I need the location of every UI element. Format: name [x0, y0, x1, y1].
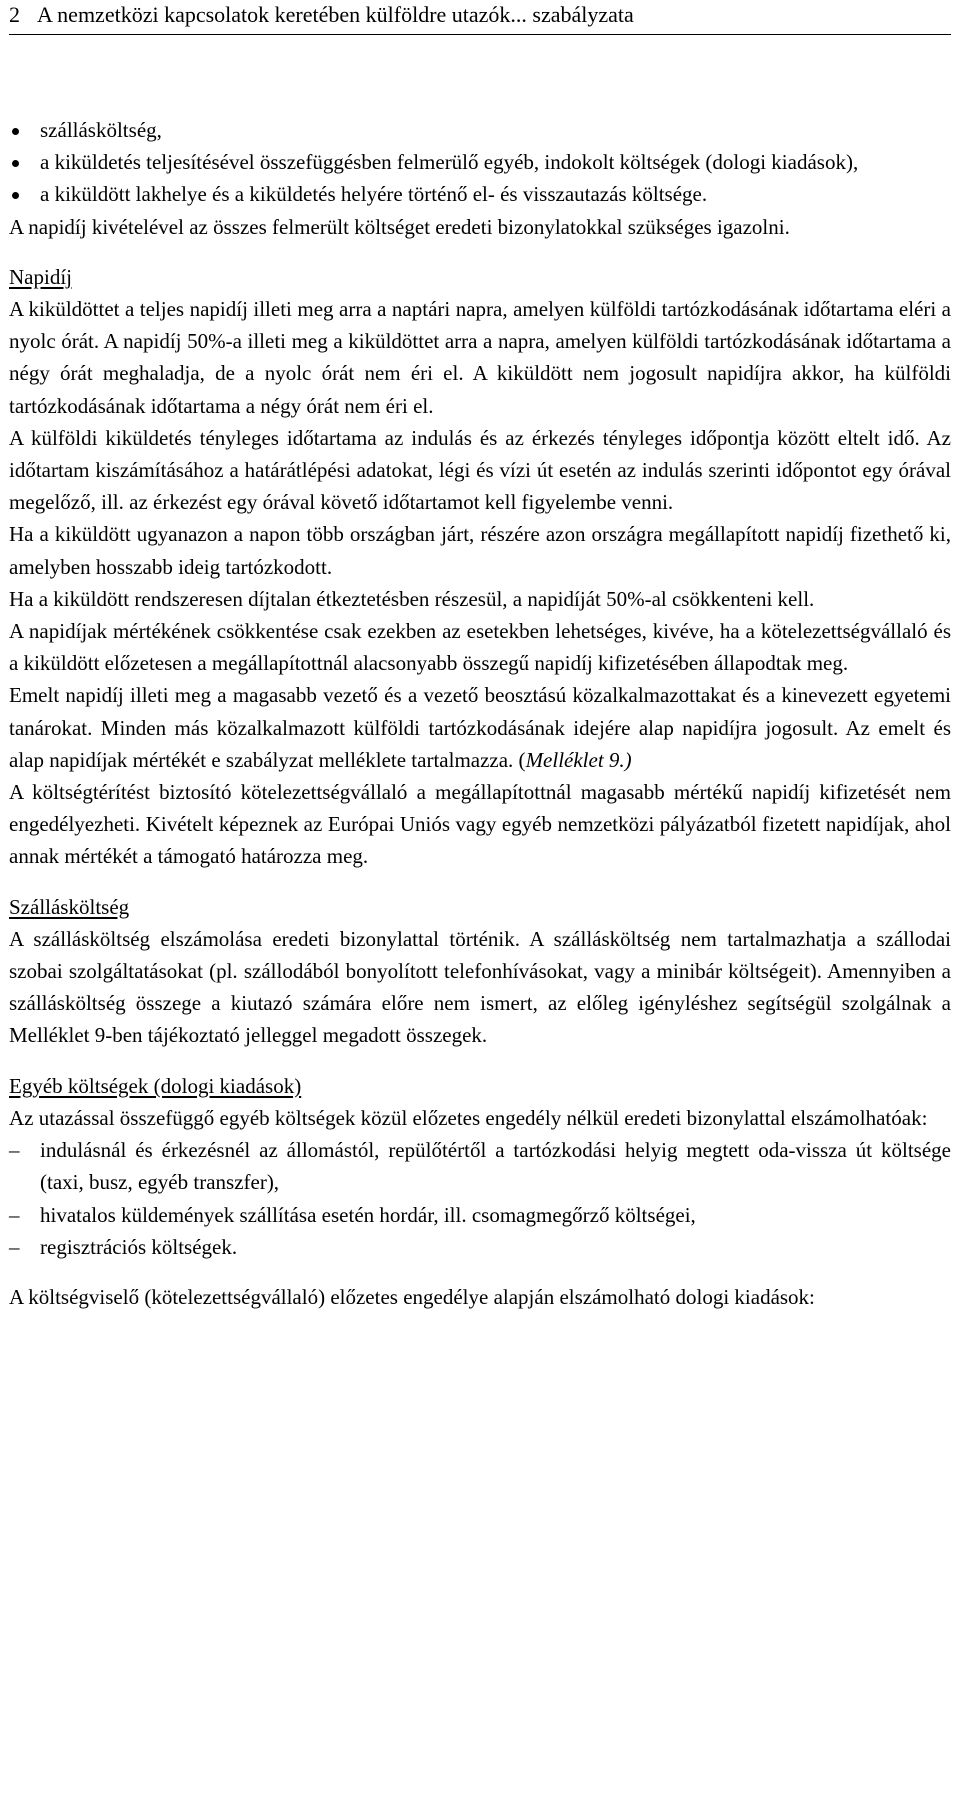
list-item: szállásköltség, — [9, 114, 951, 146]
paragraph: A napidíjak mértékének csökkentése csak ezekben az esetekben lehetséges, kivéve, ha a kötelezettségvállaló és a kiküldött előzetesen a megállapítottnál alacsonyabb összegű napidíj kifizetésében állapodtak meg. — [9, 619, 951, 676]
list-item: – regisztrációs költségek. — [9, 1231, 951, 1263]
paragraph-emelt-napidij — [9, 679, 951, 776]
section-heading-szallas: Szállásköltség — [9, 894, 130, 919]
header-title: A nemzetközi kapcsolatok keretében külföldre utazók... szabályzata — [37, 2, 634, 27]
paragraph: Ha a kiküldött rendszeresen díjtalan étkeztetésben részesül, a napidíját 50%-al csökkenteni kell. — [9, 586, 815, 611]
paragraph: A költségviselő (kötelezettségvállaló) előzetes engedélye alapján elszámolható dologi kiadások: — [9, 1284, 815, 1309]
paragraph: A költségtérítést biztosító kötelezettségvállaló a megállapítottnál magasabb mértékű napidíj kifizetését nem engedélyezheti. Kivételt képeznek az Európai Uniós vagy egyéb nemzetközi pályázatból fizetett napidíjak, ahol annak mértékét a támogató határozza meg. — [9, 780, 951, 869]
annex-reference: Melléklet 9.) — [525, 747, 632, 772]
allowed-costs-list — [9, 1134, 951, 1263]
intro-paragraph: A napidíj kivételével az összes felmerült költséget eredeti bizonylatokkal szükséges igazolni. — [9, 214, 790, 239]
section-heading-napidij: Napidíj — [9, 264, 72, 289]
list-item: – hivatalos küldemények szállítása esetén hordár, ill. csomagmegőrző költségei, — [9, 1199, 951, 1231]
emelt-text: Emelt napidíj illeti meg a magasabb vezető és a vezető beosztású közalkalmazottakat és a kinevezett egyetemi tanárokat. Minden más közalkalmazott külföldi tartózkodásának idejére alap napidíjra jogosult. Az emelt és alap napidíjak mértékét e szabályzat melléklete tartalmazza. ( — [9, 683, 951, 772]
list-item: a kiküldetés teljesítésével összefüggésben felmerülő egyéb, indokolt költségek (dologi kiadások), — [9, 146, 951, 178]
paragraph: A kiküldöttet a teljes napidíj illeti meg arra a naptári napra, amelyen külföldi tartózkodásának időtartama eléri a nyolc órát. A napidíj 50%-a illeti meg a kiküldöttet arra a napra, amelyen külföldi tartózkodásának időtartama a négy órát meghaladja, de a nyolc órát nem éri el. A kiküldött nem jogosult napidíjra akkor, ha külföldi tartózkodásának időtartama a négy órát nem éri el. — [9, 297, 951, 418]
document-page — [9, 0, 951, 1313]
page-number: 2 — [9, 2, 20, 27]
list-item: a kiküldött lakhelye és a kiküldetés helyére történő el- és visszautazás költsége. — [9, 178, 951, 210]
running-header — [9, 2, 951, 35]
paragraph: Ha a kiküldött ugyanazon a napon több országban járt, részére azon országra megállapított napidíj fizethető ki, amelyben hosszabb ideig tartózkodott. — [9, 522, 951, 579]
paragraph: Az utazással összefüggő egyéb költségek közül előzetes engedély nélkül eredeti bizonylattal elszámolhatóak: — [9, 1105, 928, 1130]
section-heading-egyeb: Egyéb költségek (dologi kiadások) — [9, 1073, 302, 1098]
document-body — [9, 114, 951, 1313]
cost-type-list — [9, 114, 951, 211]
paragraph: A külföldi kiküldetés tényleges időtartama az indulás és az érkezés tényleges időpontja között eltelt idő. Az időtartam kiszámításához a határátlépési adatokat, légi és vízi út esetén az indulás szerinti időpontot egy órával megelőző, ill. az érkezést egy órával követő időtartamot kell figyelembe venni. — [9, 425, 951, 515]
paragraph: A szállásköltség elszámolása eredeti bizonylattal történik. A szállásköltség nem tartalmazhatja a szállodai szobai szolgáltatásokat (pl. szállodából bonyolított telefonhívásokat, vagy a minibár költségeit). Amennyiben a szállásköltség összege a kiutazó számára előre nem ismert, az előleg igényléshez segítségül szolgálnak a Melléklet 9-ben tájékoztató jelleggel megadott összegek. — [9, 926, 951, 1048]
list-item: – indulásnál és érkezésnél az állomástól, repülőtértől a tartózkodási helyig megtett oda-vissza út költsége (taxi, busz, egyéb transzfer), — [9, 1134, 951, 1198]
